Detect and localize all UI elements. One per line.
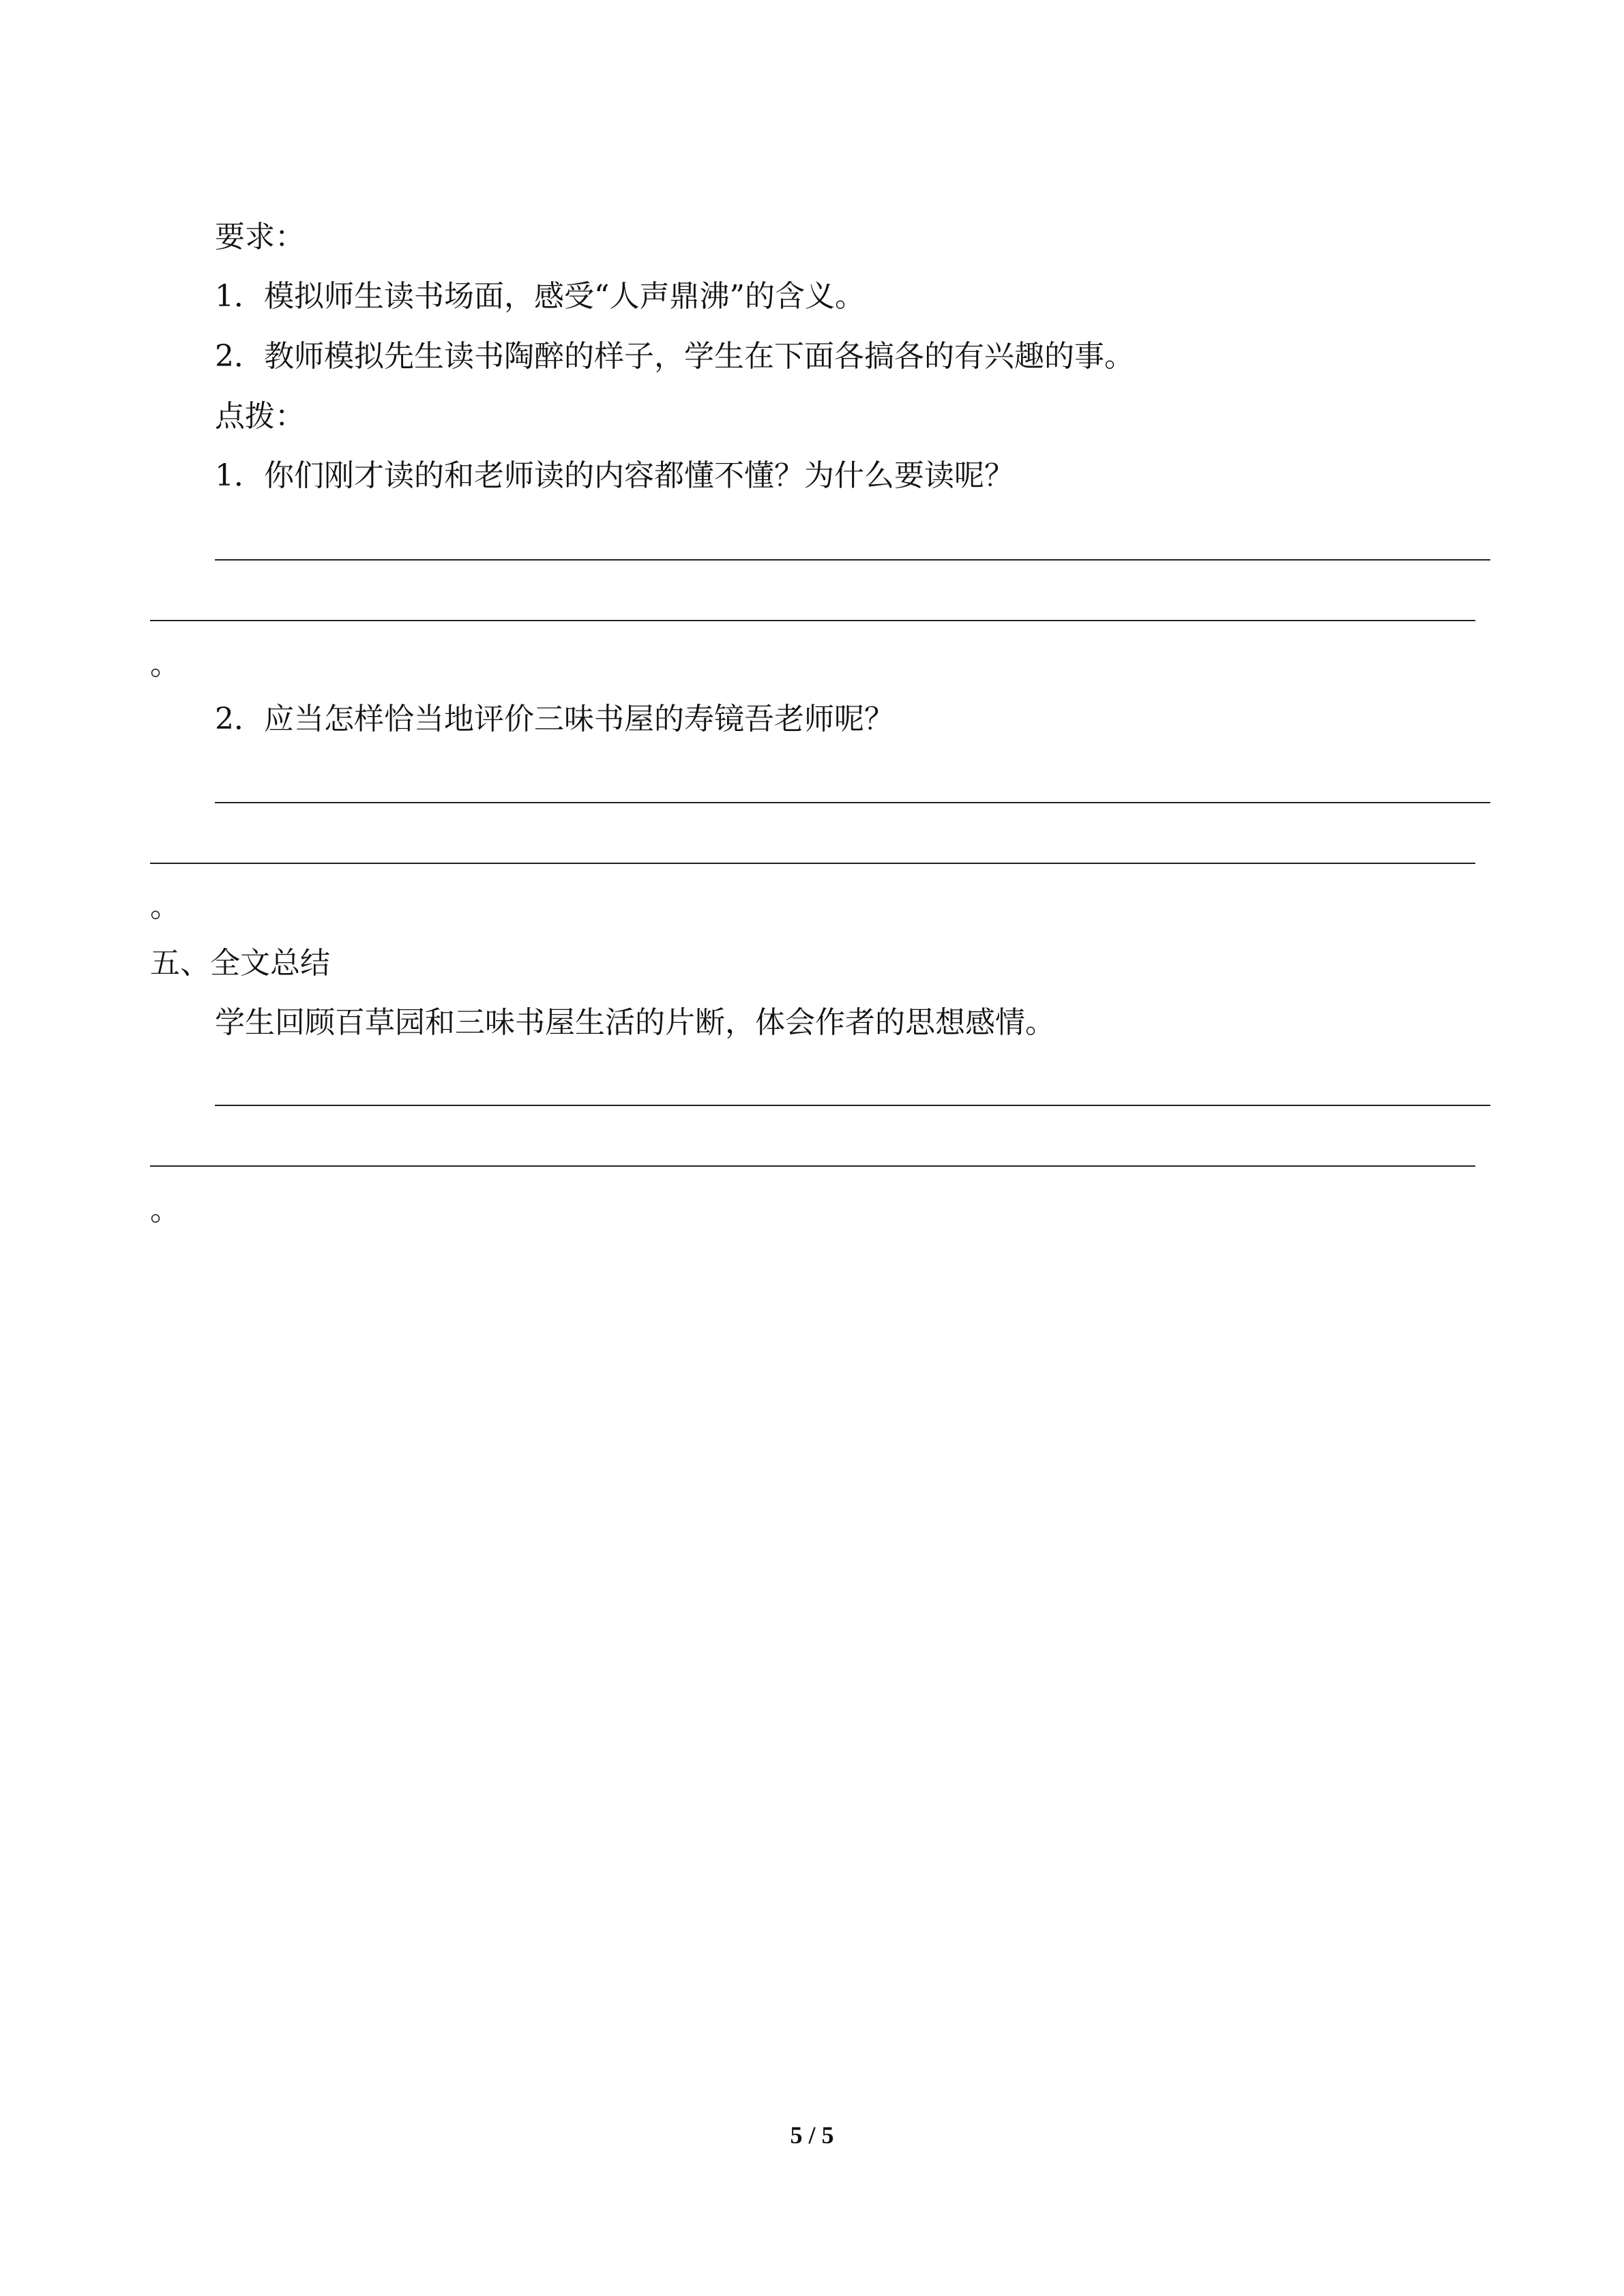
section-5-heading: 五、全文总结 [150,946,330,981]
question-1: 1．你们刚才读的和老师读的内容都懂不懂？为什么要读呢？ [215,458,1014,493]
guidance-heading: 点拨： [215,399,305,434]
answer-2-period: 。 [150,889,180,924]
answer-1-period: 。 [150,647,180,682]
answer-line-3a[interactable] [215,1105,1490,1106]
question-2: 2．应当怎样恰当地评价三味书屋的寿镜吾老师呢？ [215,702,894,736]
answer-line-1a[interactable] [215,559,1490,561]
requirement-2: 2．教师模拟先生读书陶醉的样子，学生在下面各搞各的有兴趣的事。 [215,339,1134,374]
answer-line-2a[interactable] [215,802,1490,803]
summary-prompt: 学生回顾百草园和三味书屋生活的片断，体会作者的思想感情。 [215,1005,1055,1040]
answer-line-1b[interactable] [150,620,1475,621]
answer-line-3b[interactable] [150,1165,1475,1167]
answer-line-2b[interactable] [150,863,1475,864]
requirements-heading: 要求： [215,220,305,254]
page-number: 5 / 5 [790,2121,834,2149]
requirement-1: 1．模拟师生读书场面，感受“人声鼎沸”的含义。 [215,279,865,314]
answer-3-period: 。 [150,1193,180,1227]
